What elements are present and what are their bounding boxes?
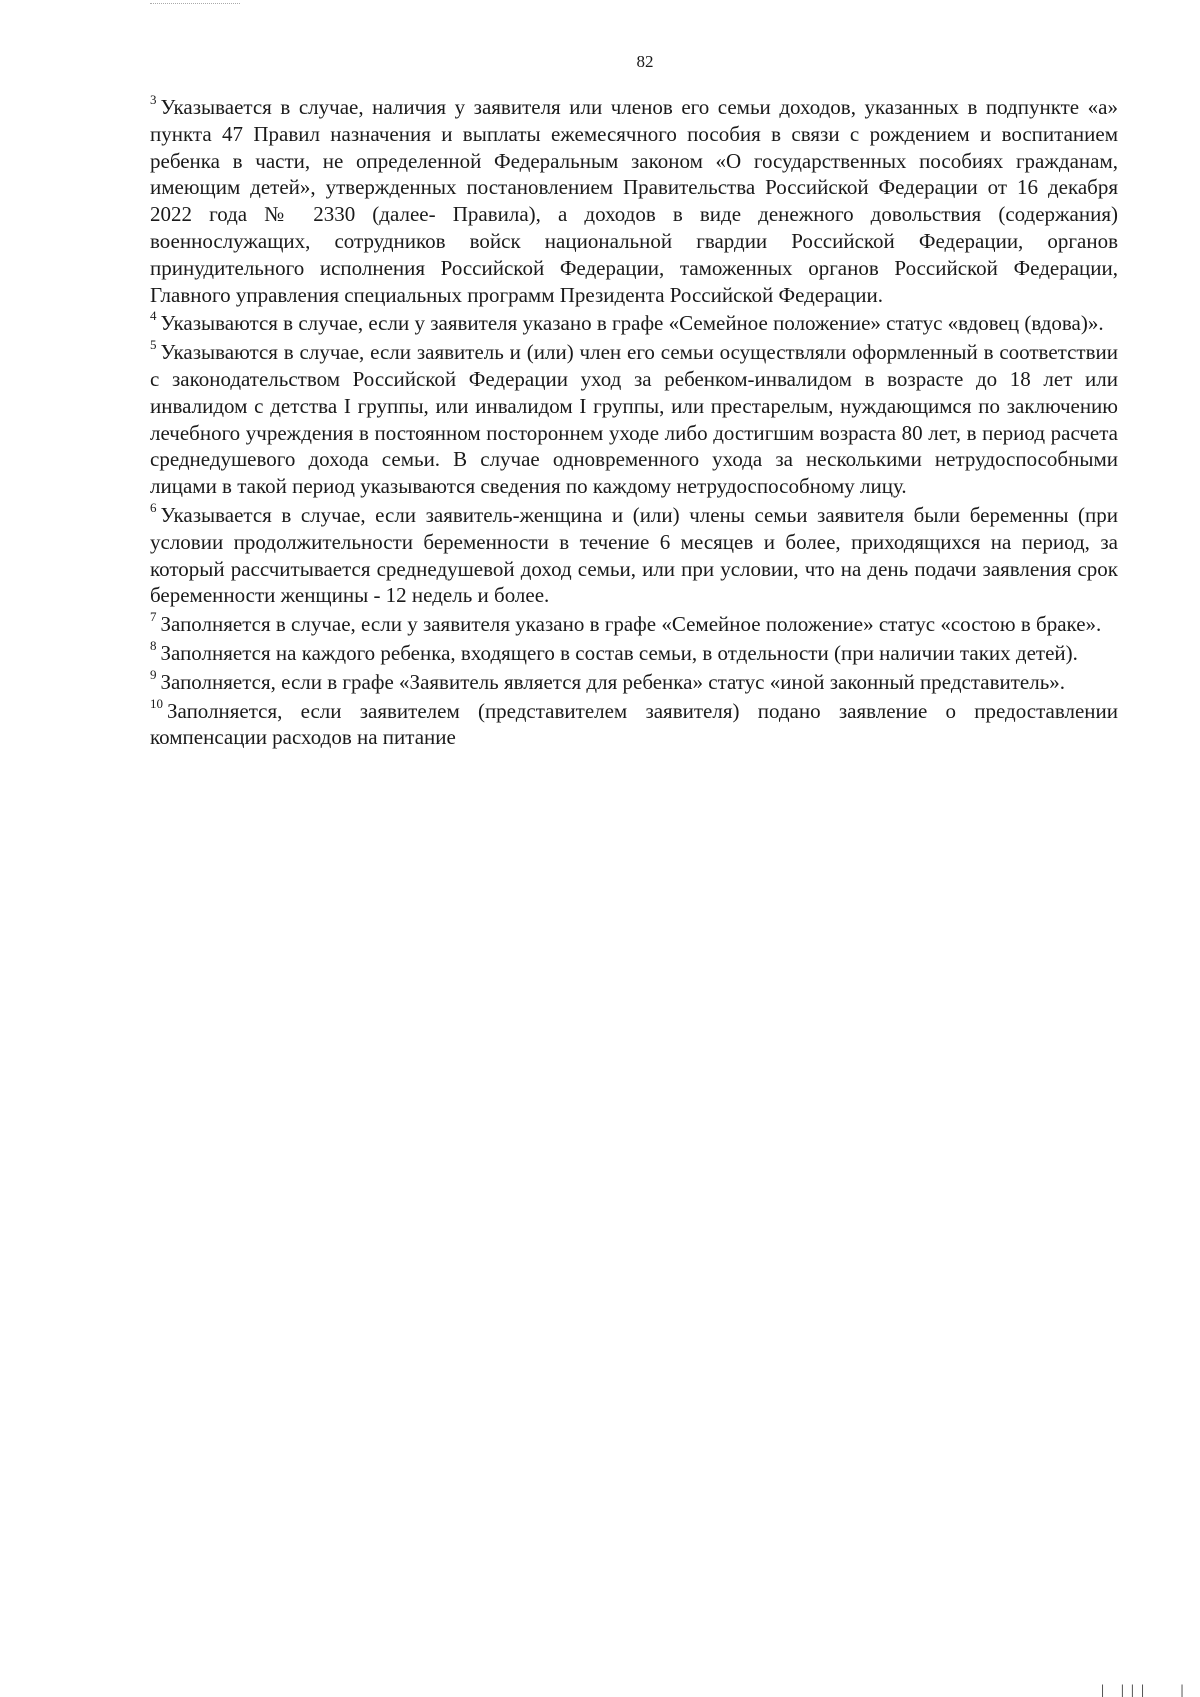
footnote-text: Указываются в случае, если заявитель и (или) член его семьи осуществляли оформленный в соответствии с законодательством Российской Федерации уход за ребенком-инвалидом в возрасте до 18 лет или инвалидом с детства I группы, или инвалидом I группы, или престарелым, нуждающимся по заключению лечебного учреждения в постоянном постороннем уходе либо достигшим возраста 80 лет, в период расчета среднедушевого дохода семьи. В случае одновременного ухода за несколькими нетрудоспособными лицами в такой период указываются сведения по каждому нетрудоспособному лицу.	[150, 340, 1118, 499]
footnotes-section	[150, 94, 1118, 753]
footnote-mark: 9	[150, 666, 157, 682]
footnote-mark: 8	[150, 637, 157, 653]
footnote-8	[150, 637, 1118, 667]
footnote-10	[150, 695, 1118, 752]
footnote-5	[150, 339, 1118, 500]
footnote-mark: 7	[150, 609, 157, 625]
footnote-mark: 4	[150, 308, 157, 324]
footnote-text: Указывается в случае, если заявитель-женщина и (или) члены семьи заявителя были беременны (при условии продолжительности беременности в течение 6 месяцев и более, приходящихся на период, за который рассчитывается среднедушевой доход семьи, или при условии, что на день подачи заявления срок беременности женщины - 12 недель и более.	[150, 502, 1118, 608]
footnote-text: Указываются в случае, если у заявителя указано в графе «Семейное положение» статус «вдовец (вдова)».	[160, 311, 1104, 336]
footnote-3	[150, 94, 1118, 308]
footnote-mark: 3	[150, 92, 157, 107]
scan-artifact-top	[150, 0, 240, 4]
footnote-7	[150, 611, 1118, 638]
footnote-text: Заполняется, если в графе «Заявитель является для ребенка» статус «иной законный представитель».	[160, 669, 1066, 694]
page-number: 82	[636, 52, 654, 71]
footnote-text: Указывается в случае, наличия у заявителя или членов его семьи доходов, указанных в подпункте «а» пункта 47 Правил назначения и выплаты ежемесячного пособия в связи с рождением и воспитанием ребенка в части, не определенной Федеральным законом «О государственных пособиях гражданам, имеющим детей», утвержденных постановлением Правительства Российской Федерации от 16 декабря 2022 года № 2330 (далее- Правила), а доходов в виде денежного довольствия (содержания) военнослужащих, сотрудников войск национальной гвардии Российской Федерации, органов принудительного исполнения Российской Федерации, таможенных органов Российской Федерации, Главного управления специальных программ Президента Российской Федерации.	[150, 95, 1118, 307]
footnote-text: Заполняется, если заявителем (представителем заявителя) подано заявление о предоставлении компенсации расходов на питание	[150, 698, 1118, 750]
footnote-text: Заполняется в случае, если у заявителя указано в графе «Семейное положение» статус «состою в браке».	[160, 612, 1102, 637]
footnote-text: Заполняется на каждого ребенка, входящего в состав семьи, в отдельности (при наличии таких детей).	[160, 640, 1078, 665]
scan-artifact-bottom: | ||| |	[1100, 1683, 1190, 1697]
footnote-4	[150, 310, 1118, 337]
footnote-6	[150, 499, 1118, 609]
footnote-mark: 5	[150, 337, 157, 353]
footnote-9	[150, 666, 1118, 696]
footnote-mark: 6	[150, 499, 157, 515]
footnote-mark: 10	[150, 695, 163, 711]
